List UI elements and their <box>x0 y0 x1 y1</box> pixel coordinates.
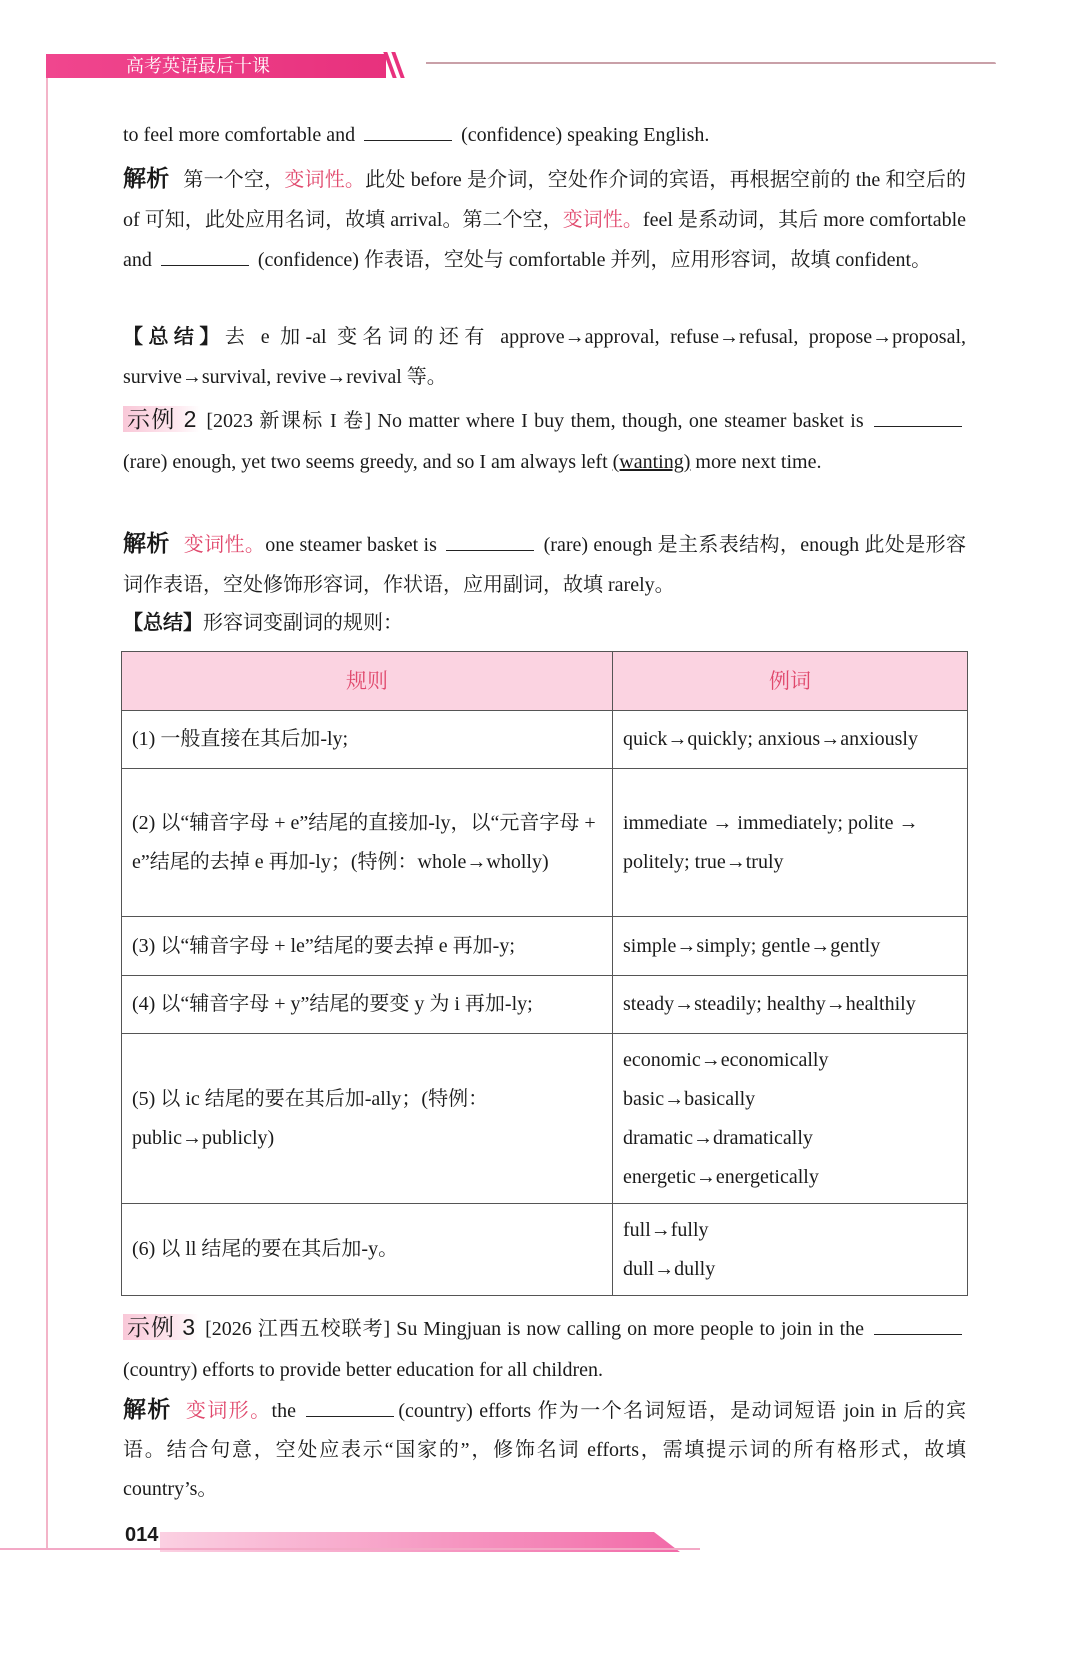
header-rule <box>426 62 996 64</box>
blank <box>306 1398 394 1417</box>
example-3: 示例 3 [2026 江西五校联考] Su Mingjuan is now calling on more people to join in the (country) efforts to provide better education for all children. <box>123 1307 966 1391</box>
margin-rule <box>46 78 48 1548</box>
summary-1: 【总结】去 e 加-al 变名词的还有 approve→approval, refuse→refusal, propose→proposal, survive→survival, revive→revival 等。 <box>123 326 967 388</box>
blank <box>874 1316 962 1335</box>
header-banner <box>46 54 386 78</box>
blank <box>161 247 249 266</box>
header-title: 高考英语最后十课 <box>126 56 270 76</box>
footer-rule <box>0 1548 700 1550</box>
blank <box>874 408 962 427</box>
blank <box>446 532 534 551</box>
analysis-2: 解析 变词性。one steamer basket is (rare) enough 是主系表结构，enough 此处是形容词作表语，空处修饰形容词，作状语，应用副词，故填 rarely。 <box>123 530 967 596</box>
table-row: (1) 一般直接在其后加-ly; quick→quickly; anxious→anxiously <box>122 711 968 769</box>
table-row: (6) 以 ll 结尾的要在其后加-y。 full→fully dull→dully <box>122 1204 968 1296</box>
table-row: (4) 以“辅音字母 + y”结尾的要变 y 为 i 再加-ly; steady→steadily; healthy→healthily <box>122 976 968 1034</box>
summary-2: 【总结】形容词变副词的规则： <box>123 612 403 634</box>
page-number: 014 <box>125 1524 159 1546</box>
question-continuation: to feel more comfortable and (confidence) speaking English. <box>123 124 710 146</box>
table-row: (3) 以“辅音字母 + le”结尾的要去掉 e 再加-y; simple→simply; gentle→gently <box>122 917 968 976</box>
analysis-1: 解析 第一个空，变词性。此处 before 是介词，空处作介词的宾语，再根据空前的 the 和空后的 of 可知，此处应用名词，故填 arrival。第二个空，变词性。feel 是系动词，其后 more comfortable and (confidence) 作表语，空处与 comfortable 并列，应用形容词，故填 confident。 <box>123 165 967 271</box>
table-row: (2) 以“辅音字母 + e”结尾的直接加-ly，以“元音字母 + e”结尾的去掉 e 再加-ly；(特例：whole→wholly) immediate → immediately; polite → politely; true→truly <box>122 769 968 917</box>
table-row: (5) 以 ic 结尾的要在其后加-ally；(特例：public→publicly) economic→economically basic→basically dramatic→dramatically energetic→energetically <box>122 1034 968 1204</box>
table-header: 规则 例词 <box>122 652 968 711</box>
analysis-3: 解析 变词形。the (country) efforts 作为一个名词短语，是动词短语 join in 后的宾语。结合句意，空处应表示“国家的”，修饰名词 efforts，需填提示词的所有格形式，故填 country’s。 <box>123 1396 967 1500</box>
rules-table <box>121 651 968 1296</box>
example-2: 示例 2 [2023 新课标 I 卷] No matter where I buy them, though, one steamer basket is (rare) enough, yet two seems greedy, and so I am always left (wanting) more next time. <box>123 399 966 483</box>
blank <box>364 122 452 141</box>
